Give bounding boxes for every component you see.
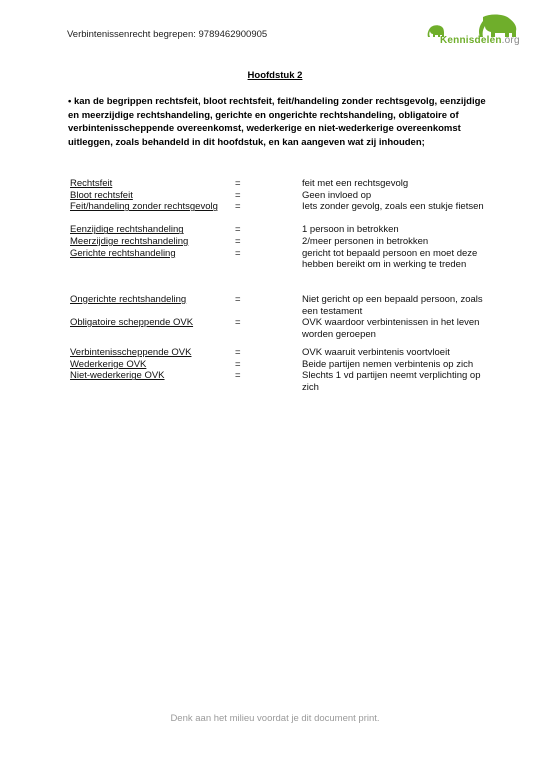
logo-wordmark[interactable] [440, 35, 520, 46]
equals-sign: = [235, 224, 241, 236]
term-label: Eenzijdige rechtshandeling [70, 224, 184, 236]
equals-sign: = [235, 178, 241, 189]
term-row [0, 359, 550, 371]
term-label: Niet-wederkerige OVK [70, 370, 165, 382]
equals-sign: = [235, 201, 241, 213]
term-definition: 1 persoon in betrokken [302, 224, 399, 236]
term-row [0, 317, 550, 347]
logo-part-kennis: Kennis [440, 35, 475, 46]
term-definition: gericht tot bepaald persoon en moet deze hebben bereikt om in werking te treden [302, 247, 478, 271]
term-definition: OVK waaruit verbintenis voortvloeit [302, 347, 450, 359]
term-label: Obligatoire scheppende OVK [70, 317, 194, 329]
term-label: Rechtsfeit [70, 178, 113, 189]
term-label: Bloot rechtsfeit [70, 189, 133, 201]
terms-list [0, 178, 550, 394]
equals-sign: = [235, 235, 241, 247]
term-row [0, 178, 550, 190]
term-label: Ongerichte rechtshandeling [70, 293, 187, 305]
term-definition: Geen invloed op [302, 189, 372, 201]
term-label: Gerichte rechtshandeling [70, 247, 176, 259]
equals-sign: = [235, 293, 241, 305]
term-row [0, 248, 550, 294]
term-label: Verbintenisscheppende OVK [70, 347, 192, 359]
term-row [0, 294, 550, 317]
term-label: Meerzijdige rechtshandeling [70, 235, 189, 247]
chapter-title: Hoofdstuk 2 [247, 70, 303, 81]
term-row [0, 236, 550, 248]
footer-note: Denk aan het milieu voordat je dit document print. [170, 713, 380, 724]
term-definition: OVK waardoor verbintenissen in het leven worden geroepen [302, 317, 480, 340]
term-row [0, 190, 550, 202]
equals-sign: = [235, 189, 241, 201]
logo-part-delen: delen [474, 35, 502, 46]
learning-objective: • kan de begrippen rechtsfeit, bloot rechtsfeit, feit/handeling zonder rechtsgevolg, eenzijdige en meerzijdige rechtshandeling, gerichte en ongerichte rechtshandeling, obligatoire of verbintenisscheppende overeenkomst, wederkerige en niet-wederkerige overeenkomst uitleggen, zoals behandeld in dit hoofdstuk, en kan aangeven wat zij inhouden; [68, 96, 486, 148]
term-label: Wederkerige OVK [70, 358, 147, 370]
equals-sign: = [235, 370, 241, 382]
term-definition: Beide partijen nemen verbintenis op zich [302, 358, 474, 370]
equals-sign: = [235, 358, 241, 370]
equals-sign: = [235, 347, 241, 359]
term-definition: Niet gericht op een bepaald persoon, zoals een testament [302, 293, 483, 317]
term-row [0, 370, 550, 393]
term-definition: Slechts 1 vd partijen neemt verplichting op zich [302, 370, 481, 393]
term-label: Feit/handeling zonder rechtsgevolg [70, 201, 218, 213]
term-definition: 2/meer personen in betrokken [302, 235, 429, 247]
book-reference: Verbintenissenrecht begrepen: 9789462900905 [67, 29, 268, 40]
term-definition: Iets zonder gevolg, zoals een stukje fietsen [302, 201, 484, 213]
term-row [0, 347, 550, 359]
term-definition: feit met een rechtsgevolg [302, 178, 409, 189]
elephant-logo-icon [425, 13, 535, 55]
term-row [0, 201, 550, 224]
term-row [0, 224, 550, 236]
equals-sign: = [235, 247, 241, 259]
equals-sign: = [235, 317, 241, 329]
logo-part-org: .org [501, 35, 520, 46]
